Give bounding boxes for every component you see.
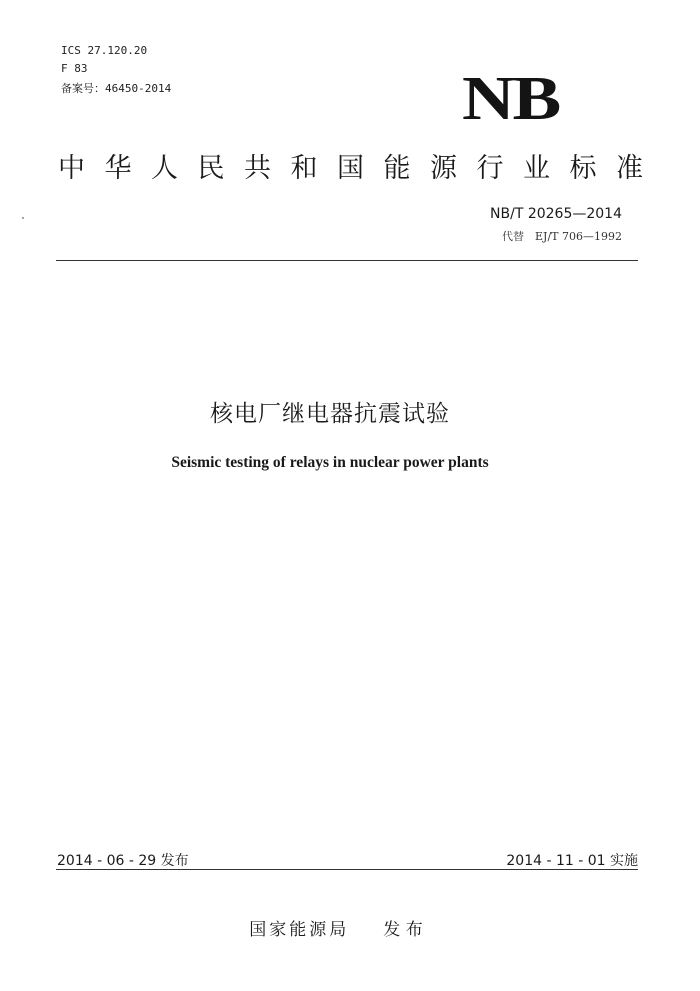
top-divider — [56, 260, 638, 261]
issue-date: 2014 - 06 - 29 发布 — [57, 853, 189, 869]
standard-type-heading: 中华人民共和国能源行业标准 — [58, 153, 663, 184]
title-chinese: 核电厂继电器抗震试验 — [210, 401, 450, 427]
publisher-line — [0, 915, 672, 940]
nb-logo: NB — [462, 65, 559, 133]
title-english: Seismic testing of relays in nuclear power plants — [171, 454, 489, 471]
implementation-date: 2014 - 11 - 01 实施 — [506, 853, 638, 869]
filing-number: 备案号：46450-2014 — [61, 82, 172, 95]
standard-number: NB/T 20265—2014 — [490, 206, 622, 222]
publisher-name: 国家能源局 — [249, 920, 350, 940]
category-code: F 83 — [61, 62, 88, 75]
replaces-standard: 代替 EJ/T 706—1992 — [502, 230, 622, 243]
ics-code: ICS 27.120.20 — [61, 44, 148, 57]
publisher-action: 发 布 — [383, 920, 423, 940]
scan-speck — [22, 217, 24, 219]
bottom-divider — [56, 869, 638, 870]
